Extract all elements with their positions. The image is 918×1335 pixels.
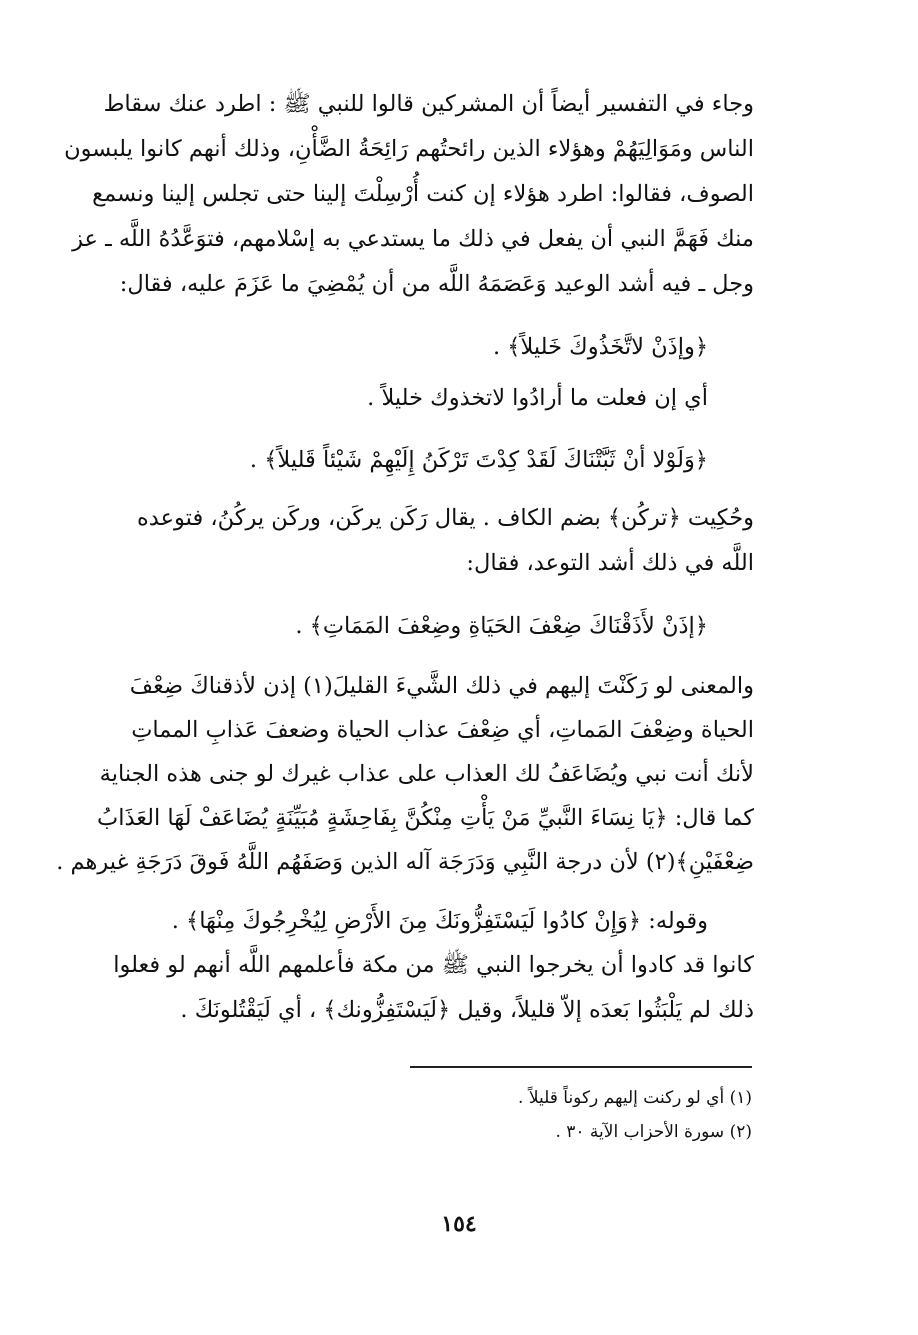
body-line-19: ذلك لم يَلْبَثُوا بَعدَه إلاّ قليلاً، وقيل ﴿لَيَسْتَفِزُّونك﴾ ، أي لَيَقْتُلونَكَ .: [180, 997, 754, 1023]
body-line-16: ضِعْفَيْنِ﴾(٢) لأن درجة النَّبِي وَدَرَجَة آله الذين وَصَفَهُم اللَّهُ فَوقَ دَرَجَةِ غيرهم .: [56, 849, 754, 875]
body-line-12: والمعنى لو رَكَنْتَ إليهم في ذلك الشَّيءَ القليلَ(١) إذن لأذقناكَ ضِعْفَ: [129, 673, 754, 699]
page-number: ١٥٤: [441, 1211, 477, 1237]
body-line-2: الناس ومَوَالِيَهُمْ وهؤلاء الذين رائحتُهم رَائِحَةُ الضَّأْنِ، وذلك أنهم كانوا يلبسون: [64, 136, 754, 162]
body-line-13: الحياة وضِعْفَ المَماتِ، أي ضِعْفَ عذاب الحياة وضعفَ عَذابِ المماتِ: [131, 717, 754, 743]
body-line-4: منك فَهَمَّ النبي أن يفعل في ذلك ما يستدعي به إسْلامهم، فتوَعَّدُهُ اللَّه ـ عز: [72, 226, 754, 252]
body-line-5: وجل ـ فيه أشد الوعيد وَعَصَمَهُ اللَّه من أن يُمْضِيَ ما عَزَمَ عليه، فقال:: [119, 271, 754, 297]
body-line-14: لأنك أنت نبي ويُضَاعَفُ لك العذاب على عذاب غيرك لو جنى هذه الجناية: [99, 761, 754, 787]
body-line-1: وجاء في التفسير أيضاً أن المشركين قالوا للنبي ﷺ : اطرد عنك سقاط: [103, 91, 754, 117]
body-line-7: أي إن فعلت ما أرادُوا لاتخذوك خليلاً .: [367, 385, 708, 411]
body-line-17: وقوله: ﴿وَإِنْ كادُوا لَيَسْتَفِزُّونَكَ مِنَ الأَرْضِ لِيُخْرِجُوكَ مِنْهَا﴾ .: [171, 908, 708, 934]
quran-verse-3: ﴿إذَنْ لأَذَقْنَاكَ ضِعْفَ الحَيَاةِ وضِعْفَ المَمَاتِ﴾ .: [295, 613, 708, 639]
footnote-divider: [410, 1066, 752, 1068]
body-line-18: كانوا قد كادوا أن يخرجوا النبي ﷺ من مكة فأعلمهم اللَّه أنهم لو فعلوا: [113, 952, 754, 978]
body-line-9: وحُكِيت ﴿تركُن﴾ بضم الكاف . يقال رَكَن يركَن، وركَن يركُنُ، فتوعده: [137, 505, 754, 531]
quran-verse-2: ﴿وَلَوْلا أنْ ثَبَّتْنَاكَ لَقَدْ كِدْتَ تَرْكَنُ إِلَيْهِمْ شَيْئاً قَليلاً﴾ .: [249, 447, 708, 473]
footnote-2: (٢) سورة الأحزاب الآية ٣٠ .: [555, 1122, 752, 1142]
body-line-3: الصوف، فقالوا: اطرد هؤلاء إن كنت أُرْسِلْتَ إلينا حتى تجلس إلينا ونسمع: [92, 181, 754, 207]
body-line-10: اللَّه في ذلك أشد التوعد، فقال:: [466, 550, 754, 576]
footnote-1: (١) أي لو ركنت إليهم ركوناً قليلاً .: [518, 1088, 752, 1108]
body-line-15: كما قال: ﴿يَا نِسَاءَ النَّبيِّ مَنْ يَأْتِ مِنْكُنَّ بِفَاحِشَةٍ مُبَيِّنَةٍ يُضَاعَفْ لَهَا العَذَابُ: [97, 805, 754, 831]
quran-verse-1: ﴿وإذَنْ لاتَّخَذُوكَ خَليلاً﴾ .: [492, 334, 708, 360]
